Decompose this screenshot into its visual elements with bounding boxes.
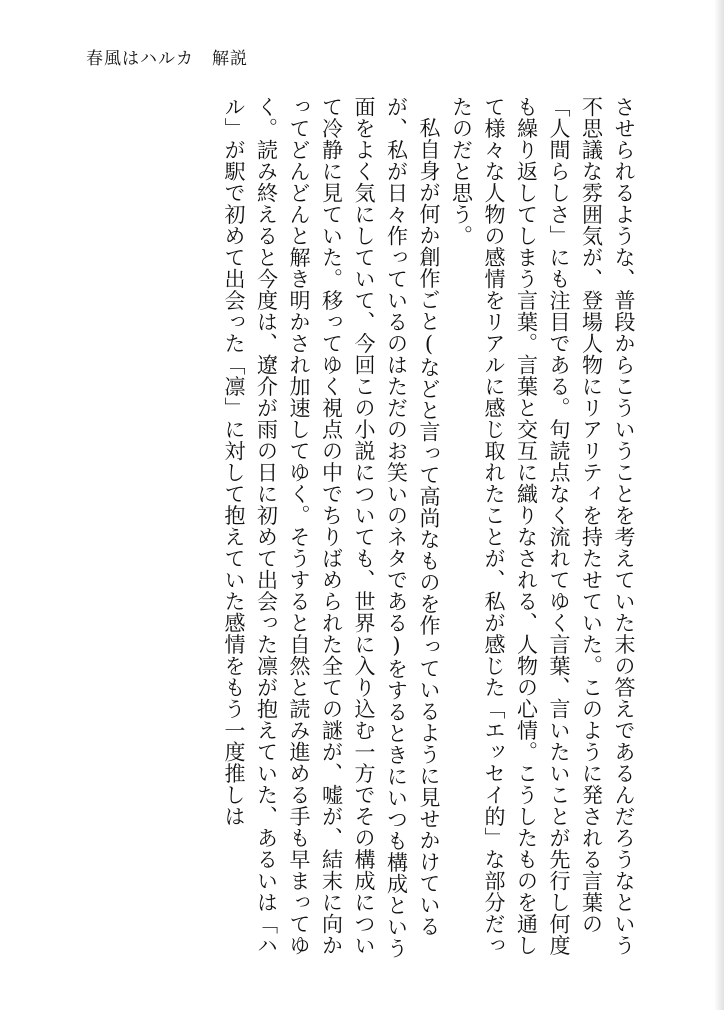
paragraph-continued: させられるような、普段からこういうことを考えていた末の答えであるんだろうなという不思議な雰囲気が、登場人物にリアリティを持たせていた。このように発される言葉の「人間らしさ」にも注目である。句読点なく流れてゆく言葉、言いたいことが先行し何度も繰り返してしまう言葉。言葉と交互に織りなされる、人物の心情。こうしたものを通して様々な人物の感情をリアルに感じ取れたことが、私が感じた「エッセイ的」な部分だったのだと思う。 [449,96,636,956]
vertical-body-text [80,96,640,966]
running-title: 春風はハルカ 解説 [86,49,248,69]
paragraph-new: 私自身が何か創作ごと(などと言って高尚なものを作っているように見せかけているが、私が日々作っているのはただのお笑いのネタである)をするときにいつも構成という面をよく気にしていて、今回この小説についても、世界に入り込む一方でその構成について冷静に見ていた。移ってゆく視点の中でちりばめられた全ての謎が、嘘が、結末に向かってどんどんと解き明かされ加速してゆく。そうすると自然と読み進める手も早まってゆく。読み終えると今度は、遼介が雨の日に初めて出会った凛が抱えていた、あるいは「ハル」が駅で初めて出会った「凛」に対して抱えていた感情をもう一度推しは [222,96,441,959]
page-edge-shadow [714,0,724,1010]
